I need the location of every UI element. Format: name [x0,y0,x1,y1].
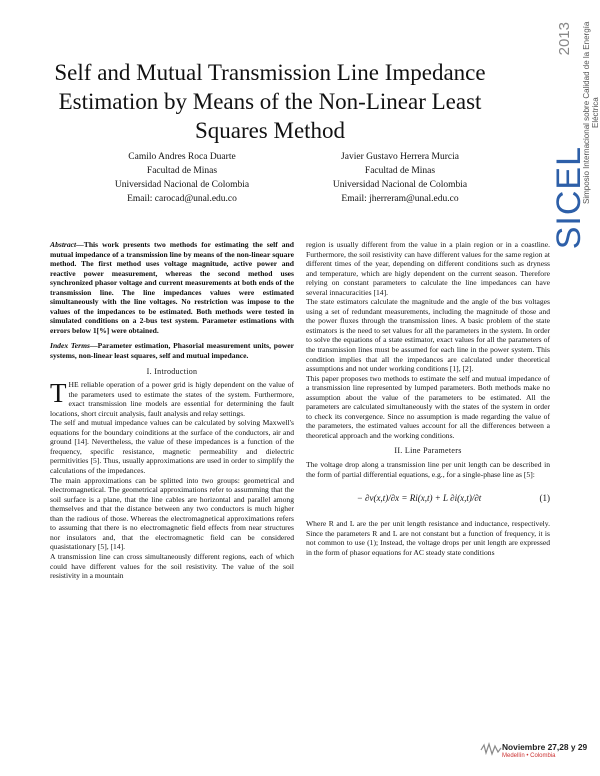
paragraph: region is usually different from the value in a plain region or in a coastline. Furthermore, the soil resistivity can have different values for the same region at different times of the year, depending on different conditions such as dryness and temperature, which are higly dependent on the current season. Therefore relying on constant parameters to calculate the line impedances can have several innacuracities [14]. [306,240,550,297]
paragraph: THE reliable operation of a power grid is higly dependent on the value of the parameters used to estimate the states of the system. Furthermore, exact transmission line models are essential for determining the fault locations, short circuit analysis, fault analysis and relay settings. [50,378,294,418]
paragraph: The voltage drop along a transmission line per unit length can be described in the form of partial differential equations, e.g., for a single-phase line as [5]: [306,460,550,479]
left-column [50,240,294,581]
paragraph: A transmission line can cross simultaneously different regions, each of which could have different values for the soil resistivity. The value of the soil resistivity in a mountain [50,551,294,581]
abstract [50,240,294,335]
author-email: Email: carocad@unal.edu.co [127,194,237,204]
footer-dates: Noviembre 27,28 y 29 [502,742,588,752]
sidebar-event-name: Simposio Internacional sobre Calidad de la Energía Eléctrica [582,21,600,205]
abstract-text: —This work presents two methods for estimating the self and mutual impedance of a transmission line by means of the non-linear square method. The first method uses voltage magnitude, active power and reactive power measurement, whereas the second method uses synchronized phasor voltage and current measurements at both ends of the transmission line. The line impedances values were estimated simultaneously with the line voltages. No restriction was impose to the values of the impedances to be estimated. Both methods were tested in simulated conditions on a 2-bus test system. Parameter estimations with errors below 1[%] were obtained. [50,240,294,335]
footer-city: Medellín • Colombia [502,753,556,759]
sidebar-year: 2013 [556,22,573,56]
author-2 [300,150,500,206]
section-heading: II. Line Parameters [394,446,462,456]
author-faculty: Facultad de Minas [146,166,218,176]
author-email: Email: jherreram@unal.edu.co [341,194,459,204]
paragraph: Where R and L are the per unit length resistance and inductance, respectively. Since the parameters R and L are not constant but a function of frequency, it is not common to use (1); Instead, the voltage drops per unit length are expressed in the form of phasor equations for AC steady state conditions [306,519,550,557]
paragraph: This paper proposes two methods to estimate the self and mutual impedance of a transmission line represented by lumped parameters. Both methods make no assumption about the value of the parameters to be estimated. All the parameters are calculated simultaneously with the states of the system in order to check its convergence. Since no assumption is made regarding the value of the parameters, the estimated values account for all the differences between a theoretical approach and the working conditions. [306,373,550,440]
equation-number: (1) [539,493,550,504]
right-column [306,240,550,557]
author-faculty: Facultad de Minas [364,166,436,176]
paragraph: The self and mutual impedance values can be calculated by solving Maxwell's equations for the boundary coinditions at the surface of the conductors, air and ground [14]. Nevertheless, the value of these impedances is a function of the frequency, specific resistance, magnetic permeability and dielectric permitivities [5]. Thus, usually approximations are used in order to simplify the calculations of the impedances. [50,418,294,476]
abstract-label: Abstract [50,240,77,249]
paragraph: The main approximations can be splitted into two groups: geometrical and electromagnetical. The geometrical approximations refer to assumming that the soil surface is a plane, that the line cables are horizontal and parallel among themselves and that the distance between any two conductors is much higher than the radious of those. Whereas the electromagnetical approximations refers to assuming that there is no electromagnetic field effects from near structures nor insulators and, that the electromagnetic field can be considered quasistationary [5], [14]. [50,475,294,552]
index-terms-label: Index Terms [50,341,90,351]
drop-cap: T [50,378,67,409]
author-university: Universidad Nacional de Colombia [332,180,468,190]
equation-1 [306,479,550,519]
index-terms [50,341,294,360]
section-heading: I. Introduction [146,366,198,376]
author-name: Javier Gustavo Herrera Murcia [341,152,459,162]
equation-body: − ∂v(x,t)/∂x = Ri(x,t) + L ∂i(x,t)/∂t [356,493,482,504]
index-terms-text: —Parameter estimation, Phasorial measurement units, power systems, non-linear least squares, self and mutual impedance. [50,341,294,361]
author-university: Universidad Nacional de Colombia [114,180,250,190]
author-1 [82,150,282,206]
author-name: Camilo Andres Roca Duarte [128,152,236,162]
sicel-logo: SICEL [550,146,588,250]
paper-title: Self and Mutual Transmission Line Impedance Estimation by Means of the Non-Linear Least Squares Method [54,60,486,143]
waveform-icon [480,742,502,756]
paragraph: The state estimators calculate the magnitude and the angle of the bus voltages using a set of redundant measurements, including the magnitude of those and the power fluxes through the transmission lines. A basic problem of the state estimators is the need to set values for all the parameters in the system. In order to solve the equations of a state estimator, exact values for all the parameters of the transmission lines must be assumed for each line in the power system. This condition implies that all the impedances are calculated under theoretical assumptions and not under working conditions [1], [2]. [306,297,550,374]
